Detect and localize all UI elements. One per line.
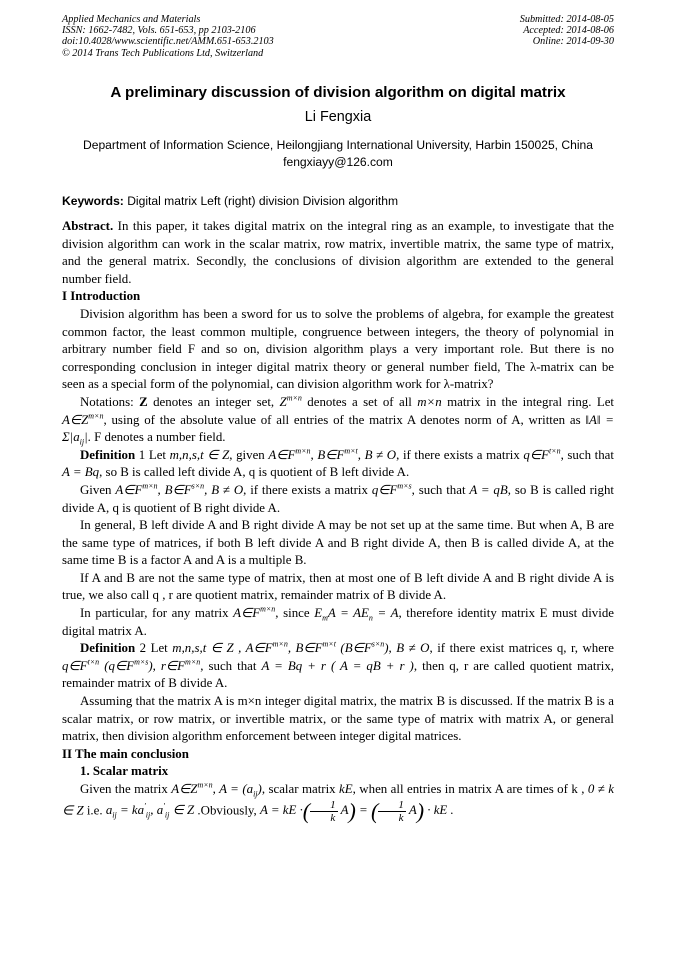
submitted-date: Submitted: 2014-08-05 xyxy=(519,14,614,25)
email: fengxiayy@126.com xyxy=(283,155,393,169)
keywords-text: Digital matrix Left (right) division Division algorithm xyxy=(127,194,399,208)
scalar-matrix-heading: 1. Scalar matrix xyxy=(80,764,169,779)
author-name: Li Fengxia xyxy=(304,109,372,125)
main-conclusion-heading: II The main conclusion xyxy=(62,746,189,761)
abstract-text: In this paper, it takes digital matrix on the integral ring as an example, to investigate that the division algorithm can work in the scalar matrix, row matrix, invertible matrix, the same type of matrix, and the general matrix. Secondly, the conclusions of division algorithm are extended to the general number field. xyxy=(62,219,614,286)
paper-title: A preliminary discussion of division algorithm on digital matrix xyxy=(110,84,566,101)
general-paragraph: In general, B left divide A and B right divide A may be not set up at the same time. But when A, B are the same type of matrices, if both B left divide A and B right divide A, then B is called divide A, at the same time B is a factor A and A is a multiple B. xyxy=(62,518,614,568)
intro-heading: I Introduction xyxy=(62,289,141,304)
copyright-line: © 2014 Trans Tech Publications Ltd, Switzerland xyxy=(62,47,264,59)
scalar-formula: A = kE ·( $\frac{1}{k}$ A) = ( $\frac{1}{k}$ A) · kE . xyxy=(259,798,454,824)
notations-paragraph: Notations: Z denotes an integer set, $Z^{m\times n}$ denotes a set of all m×n matrix in the integral ring. Let $A\in Z^{m\times n}$, using of the absolute value of all entries of the matrix A denotes norm of A, written as ‖A‖ = $\Sigma|a_{ij}|$. F denotes a number field. xyxy=(62,393,614,447)
abstract-label: Abstract. xyxy=(62,219,114,233)
paper-body xyxy=(62,218,614,824)
online-date: Online: 2014-09-30 xyxy=(532,36,614,48)
right-divide-paragraph: Given $A\in F^{m\times n}$, $B\in F^{s\times n}$, B ≠ O, if there exists a matrix $q\in F^{m\times s}$, such that A = qB, so B is called right divide A, q is quotient of B right divide A. xyxy=(62,481,614,515)
particular-paragraph: In particular, for any matrix $A\in F^{m\times n}$, since $E_mA = AE_n = A$, therefore identity matrix E must divide digital matrix A. xyxy=(62,604,614,638)
paper-page xyxy=(62,14,614,824)
definition-1: Definition 1 Let m,n,s,t ∈ Z, given $A\in F^{m\times n}$, $B\in F^{m\times t}$, B ≠ O, if there exists a matrix $q\in F^{t\times n}$, such that A = Bq, so B is called left divide A, q is quotient of B left divide A. xyxy=(62,446,614,480)
issn-line: ISSN: 1662-7482, Vols. 651-653, pp 2103-2106 xyxy=(62,25,256,37)
keywords xyxy=(62,194,614,208)
journal-header xyxy=(62,14,614,60)
journal-info xyxy=(62,14,274,59)
abstract xyxy=(62,218,614,288)
assumption-paragraph: Assuming that the matrix A is m×n integer digital matrix, the matrix B is discussed. If the matrix B is a scalar matrix, or row matrix, or invertible matrix, or the same type of matrix with matrix A, or general matrix, then division algorithm enforcement between integer digital matrices. xyxy=(62,694,614,744)
affiliation-block xyxy=(62,137,614,171)
keywords-label: Keywords: xyxy=(62,194,124,208)
scalar-matrix-paragraph: Given the matrix $A\in Z^{m\times n}$, $A = (a_{ij})$, scalar matrix kE, when all entries in matrix A are times of k , 0 ≠ k ∈ Z i.e. $a_{ij} = ka'_{ij}$, $a'_{ij}$ ∈ Z .Obviously, A = kE ·( $\frac{1}{k}$ A) = ( $\frac{1}{k}$ A) · kE . xyxy=(62,780,614,824)
norm-formula: ‖A‖ = $\Sigma|a_{ij}|$ xyxy=(62,412,614,447)
journal-name: Applied Mechanics and Materials xyxy=(62,14,201,25)
z-mxn-symbol: $Z^{m\times n}$ xyxy=(279,393,302,409)
doi-line: doi:10.4028/www.scientific.net/AMM.651-653.2103 xyxy=(62,36,274,48)
accepted-date: Accepted: 2014-08-06 xyxy=(523,25,614,37)
affiliation: Department of Information Science, Heilongjiang International University, Harbin 150025, China xyxy=(82,138,593,152)
dates-info xyxy=(520,14,614,48)
not-same-type-paragraph: If A and B are not the same type of matrix, then at most one of B left divide A and B right divide A is true, we also call q , r are quotient matrix, remainder matrix of B divide A. xyxy=(62,570,614,603)
intro-paragraph: Division algorithm has been a sword for us to solve the problems of algebra, for example the greatest common factor, the least common multiple, congruence between integers, the theory of polynomial in arbitrary number field F and so on, division algorithm plays a very important role. But there is no corresponding conclusion in integer digital matrix theory or general number field, The λ-matrix can be seen as a special form of the polynomial, can division algorithm work for λ-matrix? xyxy=(62,306,614,392)
definition-2: Definition 2 Let m,n,s,t ∈ Z , $A\in F^{m\times n}$, $B\in F^{m\times t}$ $(B\in F^{s\times n})$, B ≠ O, if there exist matrices q, r, where $q\in F^{t\times n}$ $(q\in F^{m\times s})$, $r\in F^{m\times n}$, such that A = Bq + r ( A = qB + r ), then q, r are called quotient matrix, remainder matrix of B divide A. xyxy=(62,639,615,691)
